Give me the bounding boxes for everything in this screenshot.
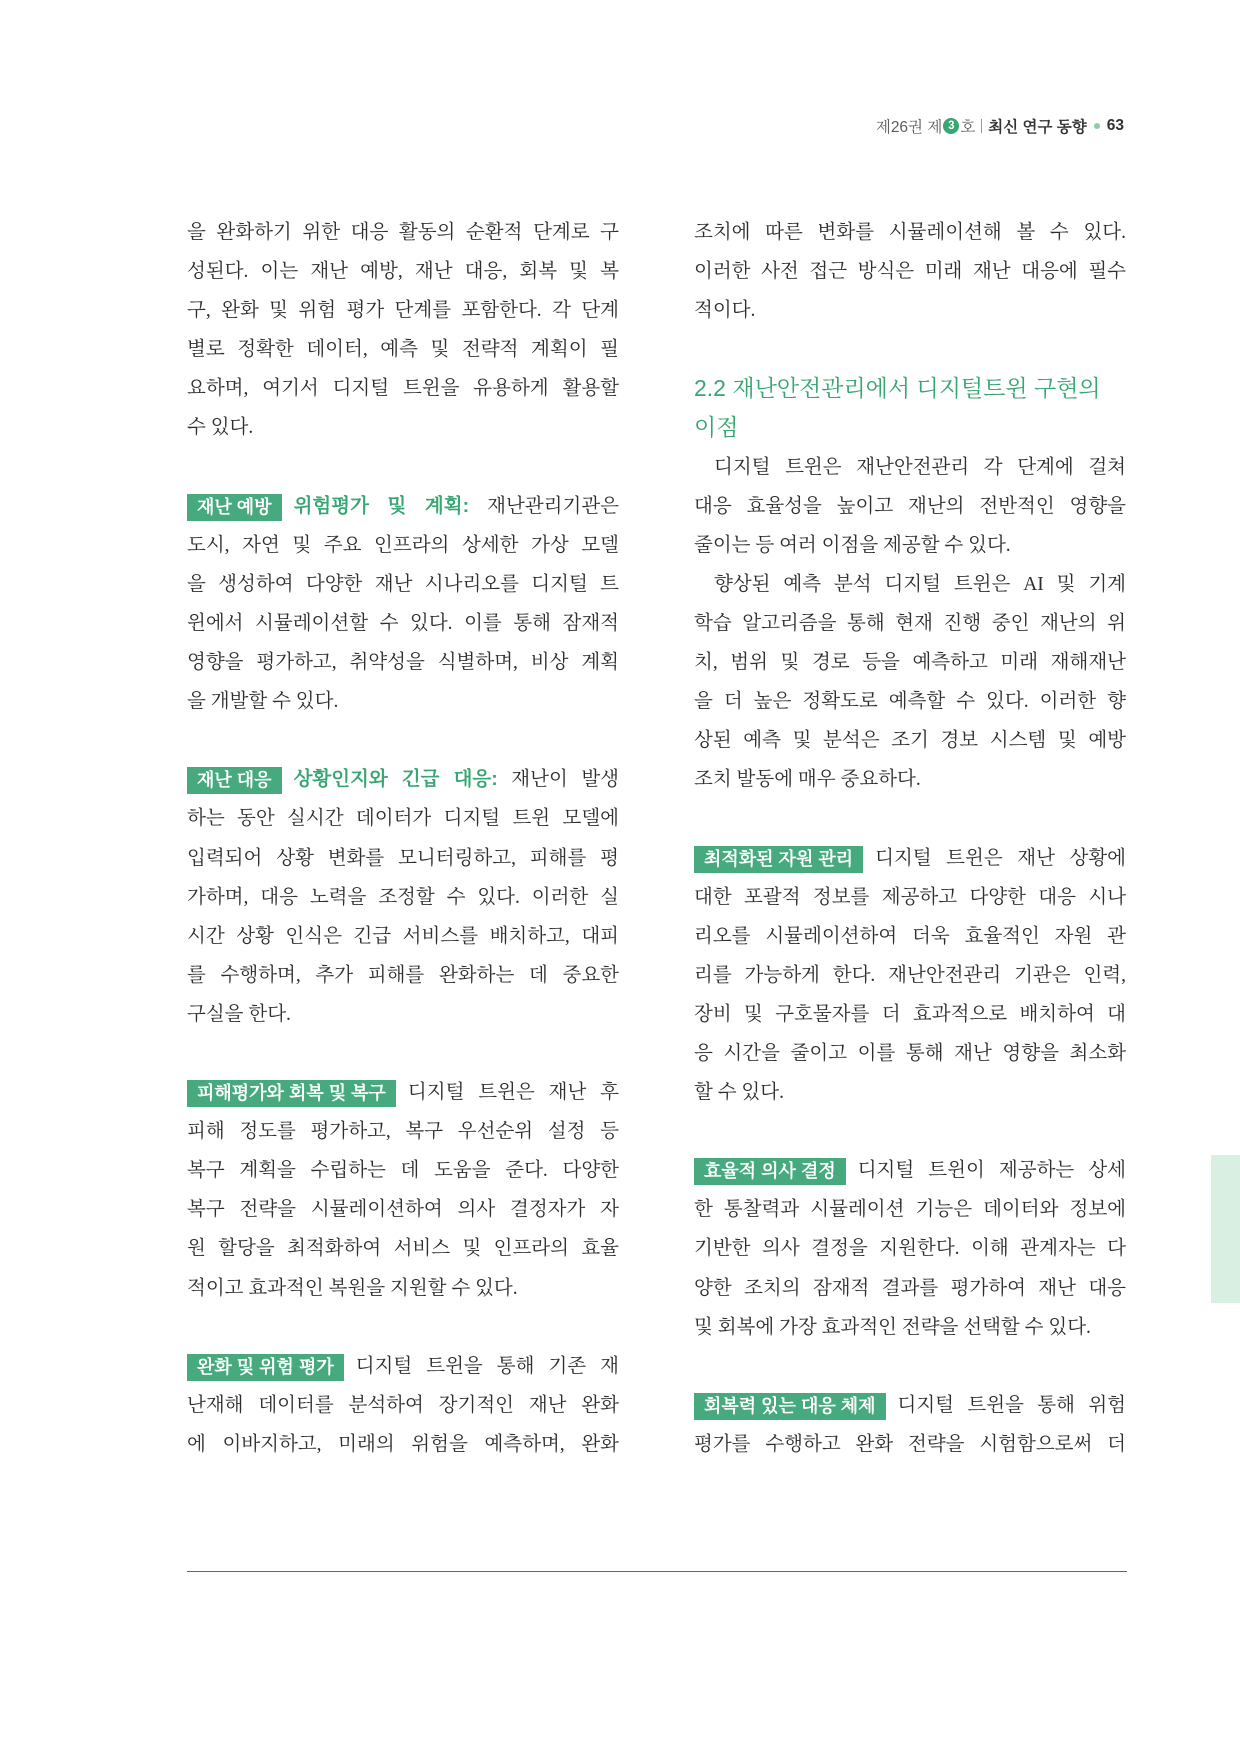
topic-first-line xyxy=(187,1073,619,1112)
text-line: 시간 상황 인식은 긴급 서비스를 배치하고, 대피 xyxy=(187,925,619,947)
text-line: 하는 동안 실시간 데이터가 디지털 트윈 모델에 xyxy=(187,808,619,830)
bullet-dot-icon xyxy=(1094,123,1100,129)
paragraph-gap xyxy=(694,1347,1126,1386)
text-line: 영향을 평가하고, 취약성을 식별하며, 비상 계획 xyxy=(187,652,619,674)
text-line: 평가를 수행하고 완화 전략을 시험함으로써 더 xyxy=(694,1433,1126,1455)
text-line: 윈에서 시뮬레이션할 수 있다. 이를 통해 잠재적 xyxy=(187,612,619,634)
text-line: 구, 완화 및 위험 평가 단계를 포함한다. 각 단계 xyxy=(187,300,619,322)
topic-first-line xyxy=(694,1386,1126,1425)
issue-suffix: 호 xyxy=(960,119,976,136)
topic-label: 상황인지와 긴급 대응: xyxy=(293,768,498,791)
text-line: 가하며, 대응 노력을 조정할 수 있다. 이러한 실 xyxy=(187,886,619,908)
text-line: 을 생성하여 다양한 재난 시나리오를 디지털 트 xyxy=(187,573,619,595)
topic-badge: 재난 예방 xyxy=(187,494,282,521)
paragraph-gap xyxy=(187,721,619,760)
text-line: 피해 정도를 평가하고, 복구 우선순위 설정 등 xyxy=(187,1121,619,1143)
page-number: 63 xyxy=(1106,117,1124,134)
paragraph-gap xyxy=(694,330,1126,369)
topic-paragraph xyxy=(187,487,619,722)
text-line: 향상된 예측 분석 디지털 트윈은 AI 및 기계 xyxy=(714,573,1126,595)
paragraph-gap xyxy=(187,1308,619,1347)
text-line: 적이고 효과적인 복원을 지원할 수 있다. xyxy=(187,1277,518,1299)
text-line: 을 개발할 수 있다. xyxy=(187,691,339,713)
column-right xyxy=(694,213,1126,1464)
text-run: 재난관리기관은 xyxy=(487,495,619,517)
text-line: 리를 가능하게 한다. 재난안전관리 기관은 인력, xyxy=(694,964,1126,986)
text-line: 복구 전략을 시뮬레이션하여 의사 결정자가 자 xyxy=(187,1199,619,1221)
text-line: 적이다. xyxy=(694,300,756,322)
topic-first-line xyxy=(187,760,619,799)
text-line: 양한 조치의 잠재적 결과를 평가하여 재난 대응 xyxy=(694,1277,1126,1299)
text-run: 디지털 트윈을 통해 위험 xyxy=(897,1394,1126,1416)
topic-first-line xyxy=(187,487,619,526)
topic-badge: 완화 및 위험 평가 xyxy=(187,1354,344,1381)
section-title: 최신 연구 동향 xyxy=(988,119,1087,136)
footer-rule xyxy=(187,1571,1127,1572)
text-line: 응 시간을 줄이고 이를 통해 재난 영향을 최소화 xyxy=(694,1042,1126,1064)
topic-badge: 최적화된 자원 관리 xyxy=(694,846,863,873)
text-run: 디지털 트윈이 제공하는 상세 xyxy=(857,1160,1126,1182)
text-line: 도시, 자연 및 주요 인프라의 상세한 가상 모델 xyxy=(187,534,619,556)
text-line: 대응 효율성을 높이고 재난의 전반적인 영향을 xyxy=(694,495,1126,517)
topic-paragraph xyxy=(694,839,1126,1113)
topic-paragraph xyxy=(187,1347,619,1464)
text-line: 수 있다. xyxy=(187,417,254,439)
text-line: 한 통찰력과 시뮬레이션 기능은 데이터와 정보에 xyxy=(694,1199,1126,1221)
text-line: 리오를 시뮬레이션하여 더욱 효율적인 자원 관 xyxy=(694,925,1126,947)
text-line: 입력되어 상황 변화를 모니터링하고, 피해를 평 xyxy=(187,847,619,869)
paragraph-gap xyxy=(694,799,1126,838)
text-line: 별로 정확한 데이터, 예측 및 전략적 계획이 필 xyxy=(187,339,619,361)
paragraph xyxy=(187,213,619,448)
text-line: 상된 예측 및 분석은 조기 경보 시스템 및 예방 xyxy=(694,730,1126,752)
paragraph-gap xyxy=(694,1112,1126,1151)
paragraph-gap xyxy=(187,1034,619,1073)
text-run: 디지털 트윈은 재난 상황에 xyxy=(875,847,1126,869)
text-line: 학습 알고리즘을 통해 현재 진행 중인 재난의 위 xyxy=(694,612,1126,634)
subsection xyxy=(694,369,1126,799)
text-line: 이러한 사전 접근 방식은 미래 재난 대응에 필수 xyxy=(694,261,1126,283)
text-line: 을 완화하기 위한 대응 활동의 순환적 단계로 구 xyxy=(187,222,619,243)
text-line: 할 수 있다. xyxy=(694,1082,784,1104)
topic-first-line xyxy=(187,1347,619,1386)
topic-paragraph xyxy=(694,1151,1126,1346)
paragraph-gap xyxy=(187,448,619,487)
section-heading: 이점 xyxy=(694,414,739,441)
text-line: 난재해 데이터를 분석하여 장기적인 재난 완화 xyxy=(187,1394,619,1416)
section-heading: 2.2 재난안전관리에서 디지털트윈 구현의 xyxy=(694,375,1101,402)
text-line: 치, 범위 및 경로 등을 예측하고 미래 재해재난 xyxy=(694,652,1126,674)
text-line: 대한 포괄적 정보를 제공하고 다양한 대응 시나 xyxy=(694,886,1126,908)
topic-badge: 재난 대응 xyxy=(187,767,282,794)
text-run: 디지털 트윈을 통해 기존 재 xyxy=(355,1355,619,1377)
text-line: 줄이는 등 여러 이점을 제공할 수 있다. xyxy=(694,534,1011,556)
text-line: 기반한 의사 결정을 지원한다. 이해 관계자는 다 xyxy=(694,1238,1126,1260)
text-run: 재난이 발생 xyxy=(511,769,619,791)
topic-paragraph xyxy=(694,1386,1126,1464)
topic-first-line xyxy=(694,839,1126,878)
text-line: 조치 발동에 매우 중요하다. xyxy=(694,769,921,791)
topic-badge: 피해평가와 회복 및 복구 xyxy=(187,1080,396,1107)
text-line: 및 회복에 가장 효과적인 전략을 선택할 수 있다. xyxy=(694,1316,1091,1338)
volume-label: 제26권 제 xyxy=(875,119,943,136)
side-tab xyxy=(1211,1155,1240,1303)
topic-badge: 효율적 의사 결정 xyxy=(694,1158,846,1185)
text-line: 조치에 따른 변화를 시뮬레이션해 볼 수 있다. xyxy=(694,222,1126,243)
text-line: 를 수행하며, 추가 피해를 완화하는 데 중요한 xyxy=(187,964,619,986)
topic-paragraph xyxy=(187,760,619,1034)
column-left xyxy=(187,213,619,1464)
topic-first-line xyxy=(694,1151,1126,1190)
text-run: 디지털 트윈은 재난 후 xyxy=(407,1082,619,1104)
topic-label: 위험평가 및 계획: xyxy=(293,494,470,517)
text-line: 구실을 한다. xyxy=(187,1003,291,1025)
text-line: 디지털 트윈은 재난안전관리 각 단계에 걸쳐 xyxy=(714,456,1126,478)
text-line: 을 더 높은 정확도로 예측할 수 있다. 이러한 향 xyxy=(694,691,1126,713)
text-line: 성된다. 이는 재난 예방, 재난 대응, 회복 및 복 xyxy=(187,261,619,283)
text-line: 복구 계획을 수립하는 데 도움을 준다. 다양한 xyxy=(187,1160,619,1182)
header-separator xyxy=(981,119,982,133)
text-line: 장비 및 구호물자를 더 효과적으로 배치하여 대 xyxy=(694,1003,1126,1025)
running-header xyxy=(876,115,1124,137)
text-line: 원 할당을 최적화하여 서비스 및 인프라의 효율 xyxy=(187,1238,619,1260)
text-line: 에 이바지하고, 미래의 위험을 예측하며, 완화 xyxy=(187,1433,619,1455)
topic-badge: 회복력 있는 대응 체제 xyxy=(694,1393,886,1420)
text-line: 요하며, 여기서 디지털 트윈을 유용하게 활용할 xyxy=(187,378,619,400)
paragraph xyxy=(694,213,1126,330)
issue-number-circle: 3 xyxy=(943,118,959,134)
topic-paragraph xyxy=(187,1073,619,1308)
